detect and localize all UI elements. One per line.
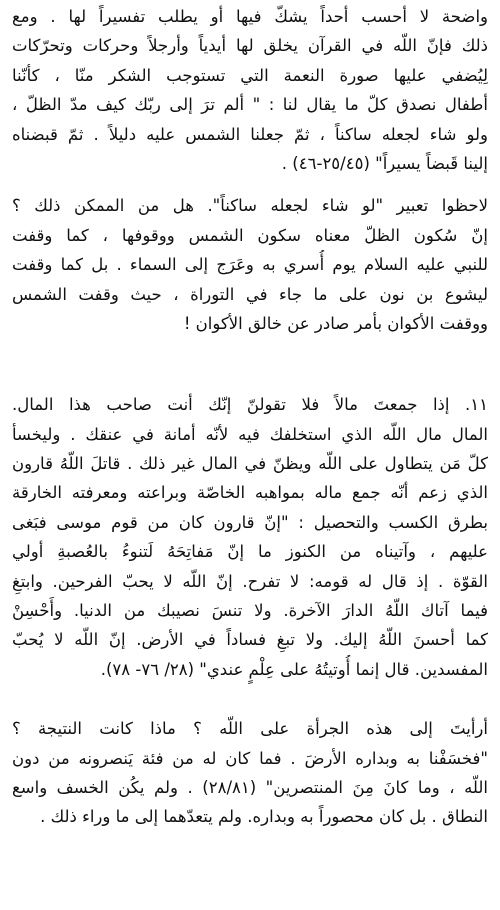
paragraph-gap xyxy=(12,338,488,390)
text-line: المفسدين. قال إنما أُوتيتُهُ على عِلْمٍ عندي" (٢٨/ ٧٦- ٧٨). xyxy=(100,659,488,679)
text-line: اللّه ، وما كانَ مِنَ المنتصرين" (٢٨/٨١) . ولم يكُن الخسف واسع xyxy=(12,777,488,797)
text-line: لِيُضفي عليها صورة النعمة التي تستوجب الشكر منّا ، كأنّنا xyxy=(12,65,488,85)
text-line: بطرق الكسب والتحصيل : "إنّ قارون كان من قوم موسى فبَغى xyxy=(12,512,488,532)
text-line: كما أحسنَ اللّهُ إليك. ولا تبغِ فساداً في الأرض. إنّ اللّه لا يُحبّ xyxy=(12,630,488,650)
text-line: ولو شاء لجعله ساكناً ، ثمّ جعلنا الشمس عليه دليلاً . ثمّ قبضناه xyxy=(12,124,488,144)
text-line: فيما آتاك اللّهُ الدارَ الآخرة. ولا تنسَ نصيبك من الدنيا. وأَحْسِنْ xyxy=(12,601,488,621)
text-line: القوّة . إذ قال له قومه: لا تفرح. إنّ اللّه لا يحبّ الفرحين. وابتغِ xyxy=(12,571,488,591)
section-heading-line: ١١. إذا جمعتَ مالاً فلا تقولنّ إنّك أنت صاحب هذا المال. xyxy=(12,395,488,415)
paragraph-gap xyxy=(12,684,488,714)
text-line: عليهم ، وآتيناه من الكنوز ما إنّ مَفاتِحَهُ لَتنوءُ بالعُصبةِ أولي xyxy=(12,542,488,562)
paragraph-gap xyxy=(12,178,488,191)
text-line: "فخسَفْنا به وبداره الأرضَ . فما كان له من فئة يَنصرونه من دون xyxy=(12,748,488,768)
text-line: الذي زعم أنّه جمع ماله بمواهبه الخاصّة وبراعته ومعرفته الخارقة xyxy=(12,483,488,503)
text-line: إنّ سُكون الظلّ معناه سكون الشمس ووقوفها ، كما وقفت xyxy=(12,225,488,245)
paragraph-shadow-verse xyxy=(12,2,488,178)
paragraph-consequence xyxy=(12,714,488,832)
text-line: كلّ مَن يتطاول على اللّه ويظنّ في المال غير ذلك . قاتلَ اللّهُ قارون xyxy=(12,454,488,474)
text-line: ليشوع بن نون على ما جاء في التوراة ، حيث وقفت الشمس xyxy=(12,284,488,304)
text-line: النطاق . بل كان محصوراً به وبداره. ولم يتعدّهما إلى ما وراء ذلك . xyxy=(40,807,488,827)
text-line: واضحة لا أحسب أحداً يشكّ فيها أو يطلب تفسيراً لها . ومع xyxy=(12,7,488,26)
document-page xyxy=(12,2,488,832)
paragraph-section-11 xyxy=(12,390,488,684)
text-line: للنبي عليه السلام يوم أُسري به وعَرَج إلى السماء . بل كما وقفت xyxy=(12,255,488,275)
text-line: أطفال نصدق كلّ ما يقال لنا : " ألم ترَ إلى ربّك كيف مدّ الظلّ ، xyxy=(12,95,488,115)
text-line: المال مال اللّه الذي استخلفك فيه لأنّه أمانة في عنقك . وليخسأ xyxy=(12,424,488,444)
text-line: لاحظوا تعبير "لو شاء لجعله ساكناً". هل من الممكن ذلك ؟ xyxy=(12,196,488,216)
paragraph-still-shadow xyxy=(12,191,488,338)
text-line: إلينا قَبضاً يسيراً" (٢٥/٤٥-٤٦) . xyxy=(281,153,488,173)
text-line: ووقفت الأكوان بأمر صادر عن خالق الأكوان ! xyxy=(183,313,488,333)
text-line: ذلك فإنّ اللّه في القرآن يخلق لها أيدياً وأرجلاً وحركات وتحرّكات xyxy=(12,36,488,56)
text-line: أرأيتَ إلى هذه الجرأة على اللّه ؟ ماذا كانت النتيجة ؟ xyxy=(12,719,488,739)
